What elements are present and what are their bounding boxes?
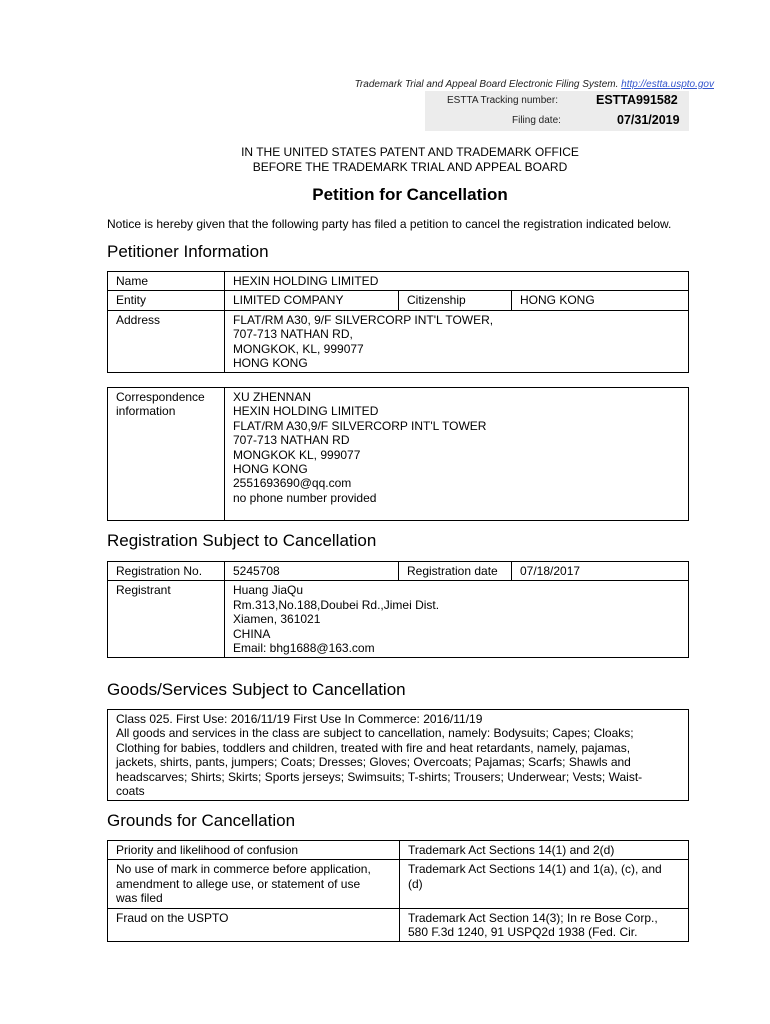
ground-basis: Trademark Act Sections 14(1) and 2(d) xyxy=(400,841,689,860)
office-line-2: BEFORE THE TRADEMARK TRIAL AND APPEAL BOARD xyxy=(252,160,568,174)
tracking-number: ESTTA991582 xyxy=(596,93,678,107)
citizenship-label: Citizenship xyxy=(399,291,512,310)
page-title: Petition for Cancellation xyxy=(312,185,508,204)
notice-text: Notice is hereby given that the following party has filed a petition to cancel the registration indicated below. xyxy=(107,217,672,231)
registration-table xyxy=(107,561,689,658)
grounds-row xyxy=(108,860,689,908)
registration-date: 07/18/2017 xyxy=(512,562,689,581)
goods-heading: Goods/Services Subject to Cancellation xyxy=(107,680,406,699)
filing-date-label: Filing date: xyxy=(512,115,561,126)
goods-description: Class 025. First Use: 2016/11/19 First Use In Commerce: 2016/11/19 All goods and services in the class are subject to cancellation, namely: Bodysuits; Capes; Cloaks; Clothing for babies, toddlers and children, treated with fire and heat retardants, namely, pajamas, jackets, shirts, pants, jumpers; Coats; Dresses; Gloves; Overcoats; Pajamas; Scarfs; Shawls and headscarves; Shirts; Skirts; Sports jerseys; Swimsuits; T-shirts; Trousers; Underwear; Vests; Waist- coats xyxy=(108,710,689,801)
address-label: Address xyxy=(108,310,225,373)
filing-system-line xyxy=(355,79,714,90)
petitioner-citizenship: HONG KONG xyxy=(512,291,689,310)
ground-basis: Trademark Act Section 14(3); In re Bose Corp., 580 F.3d 1240, 91 USPQ2d 1938 (Fed. Cir. xyxy=(400,908,689,942)
registration-no: 5245708 xyxy=(225,562,399,581)
registrant-info: Huang JiaQu Rm.313,No.188,Doubei Rd.,Jimei Dist. Xiamen, 361021 CHINA Email: bhg1688@163.com xyxy=(225,581,689,658)
filing-date-box xyxy=(425,111,689,131)
petitioner-name: HEXIN HOLDING LIMITED xyxy=(225,272,689,291)
office-line-1: IN THE UNITED STATES PATENT AND TRADEMARK OFFICE xyxy=(241,145,579,159)
grounds-row xyxy=(108,908,689,942)
filing-date: 07/31/2019 xyxy=(617,113,680,127)
grounds-table xyxy=(107,840,689,942)
goods-table xyxy=(107,709,689,801)
entity-label: Entity xyxy=(108,291,225,310)
petitioner-address: FLAT/RM A30, 9/F SILVERCORP INT'L TOWER, 707-713 NATHAN RD, MONGKOK, KL, 999077 HONG KONG xyxy=(225,310,689,373)
petitioner-table xyxy=(107,271,689,373)
registration-date-label: Registration date xyxy=(399,562,512,581)
registration-no-label: Registration No. xyxy=(108,562,225,581)
ground: Priority and likelihood of confusion xyxy=(108,841,400,860)
correspondence-info: XU ZHENNAN HEXIN HOLDING LIMITED FLAT/RM A30,9/F SILVERCORP INT'L TOWER 707-713 NATHAN RD MONGKOK KL, 999077 HONG KONG 2551693690@qq.com no phone number provided xyxy=(225,388,689,521)
grounds-heading: Grounds for Cancellation xyxy=(107,811,296,830)
correspondence-label: Correspondence information xyxy=(108,388,225,521)
tracking-label: ESTTA Tracking number: xyxy=(447,95,558,106)
ground-basis: Trademark Act Sections 14(1) and 1(a), (c), and (d) xyxy=(400,860,689,908)
ground: No use of mark in commerce before application, amendment to allege use, or statement of use was filed xyxy=(108,860,400,908)
tracking-box xyxy=(425,91,689,111)
ground: Fraud on the USPTO xyxy=(108,908,400,942)
petitioner-entity: LIMITED COMPANY xyxy=(225,291,399,310)
registration-heading: Registration Subject to Cancellation xyxy=(107,531,377,550)
correspondence-table xyxy=(107,387,689,521)
filing-system-text: Trademark Trial and Appeal Board Electronic Filing System. xyxy=(354,79,619,90)
registrant-label: Registrant xyxy=(108,581,225,658)
estta-link[interactable]: http://estta.uspto.gov xyxy=(621,79,714,90)
grounds-row xyxy=(108,841,689,860)
petitioner-heading: Petitioner Information xyxy=(107,242,269,261)
name-label: Name xyxy=(108,272,225,291)
